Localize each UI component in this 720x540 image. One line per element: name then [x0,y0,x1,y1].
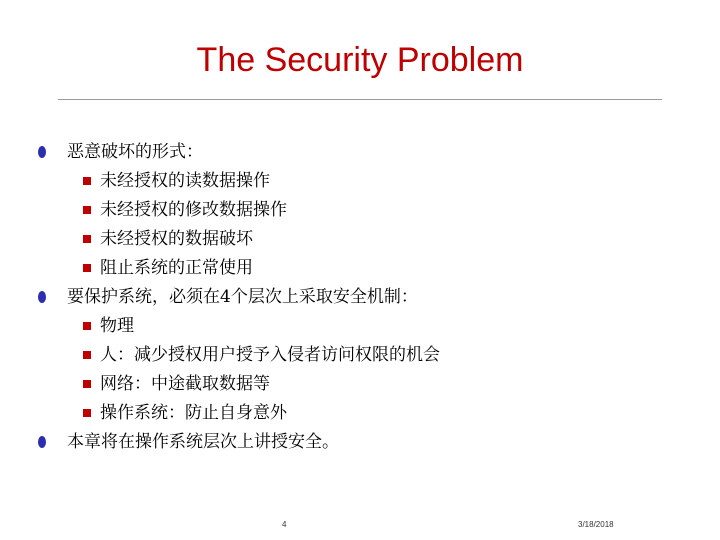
round-bullet-icon [38,436,46,448]
sub-bullet-item: 操作系统：防止自身意外 [100,403,287,423]
round-bullet-icon [38,146,46,158]
bullet-item: 恶意破坏的形式： [67,142,203,162]
sub-bullet-item: 未经授权的读数据操作 [100,171,270,191]
square-bullet-icon [83,177,91,185]
sub-bullet-item: 阻止系统的正常使用 [100,258,253,278]
slide-date: 3/18/2018 [578,520,614,529]
page-number: 4 [282,520,287,529]
square-bullet-icon [83,409,91,417]
sub-bullet-item: 未经授权的数据破坏 [100,229,253,249]
sub-bullet-item: 网络：中途截取数据等 [100,374,270,394]
square-bullet-icon [83,235,91,243]
square-bullet-icon [83,322,91,330]
square-bullet-icon [83,264,91,272]
bullet-item: 本章将在操作系统层次上讲授安全。 [67,432,339,452]
slide-title: The Security Problem [196,41,524,79]
bullet-item: 要保护系统，必须在4个层次上采取安全机制： [67,287,418,307]
square-bullet-icon [83,380,91,388]
sub-bullet-item: 未经授权的修改数据操作 [100,200,287,220]
round-bullet-icon [38,291,46,303]
square-bullet-icon [83,206,91,214]
sub-bullet-item: 物理 [100,316,134,336]
sub-bullet-item: 人：减少授权用户授予入侵者访问权限的机会 [100,345,440,365]
square-bullet-icon [83,351,91,359]
